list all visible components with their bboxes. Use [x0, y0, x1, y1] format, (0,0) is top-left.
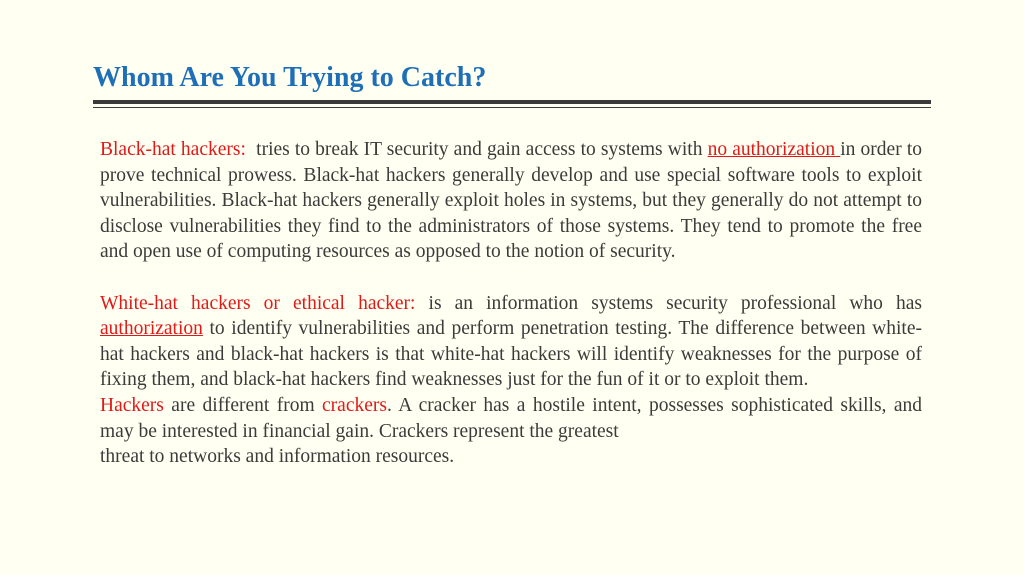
black-hat-text-1: tries to break IT security and gain access to systems with [245, 139, 708, 160]
crackers-last-line: threat to networks and information resources. [100, 446, 455, 468]
crackers-text-1: are different from [163, 394, 323, 416]
slide-body [100, 137, 922, 470]
title-divider-thick [93, 100, 931, 104]
white-hat-text-1: is an information systems security professional who has [415, 292, 922, 314]
crackers-paragraph [100, 393, 922, 444]
black-hat-term: Black-hat hackers: [100, 139, 246, 160]
paragraph-gap [100, 265, 922, 291]
no-authorization-link[interactable]: no authorization [707, 139, 841, 160]
authorization-link[interactable]: authorization [100, 318, 203, 340]
crackers-term: crackers [322, 394, 387, 416]
black-hat-paragraph [100, 137, 922, 265]
slide-title: Whom Are You Trying to Catch? [93, 62, 487, 93]
hackers-term: Hackers [100, 394, 164, 416]
crackers-text-2: . A cracker has a hostile intent, possesses sophisticated skills, and may be interested in financial gain. Crackers represent the greatest [100, 394, 922, 442]
white-hat-paragraph [100, 291, 922, 393]
white-hat-term: White-hat hackers or ethical hacker: [100, 292, 416, 314]
black-hat-text-2: in order to prove technical prowess. Black-hat hackers generally develop and use special software tools to exploit vulnerabilities. Black-hat hackers generally exploit holes in systems, but they generally do not attempt to disclose vulnerabilities they find to the administrators of those systems. They tend to promote the free and open use of computing resources as opposed to the notion of security. [100, 139, 922, 263]
white-hat-text-2: to identify vulnerabilities and perform penetration testing. The difference between white-hat hackers and black-hat hackers is that white-hat hackers will identify weaknesses for the purpose of fixing them, and black-hat hackers find weaknesses just for the fun of it or to exploit them. [100, 318, 922, 391]
title-divider-thin [93, 107, 931, 108]
